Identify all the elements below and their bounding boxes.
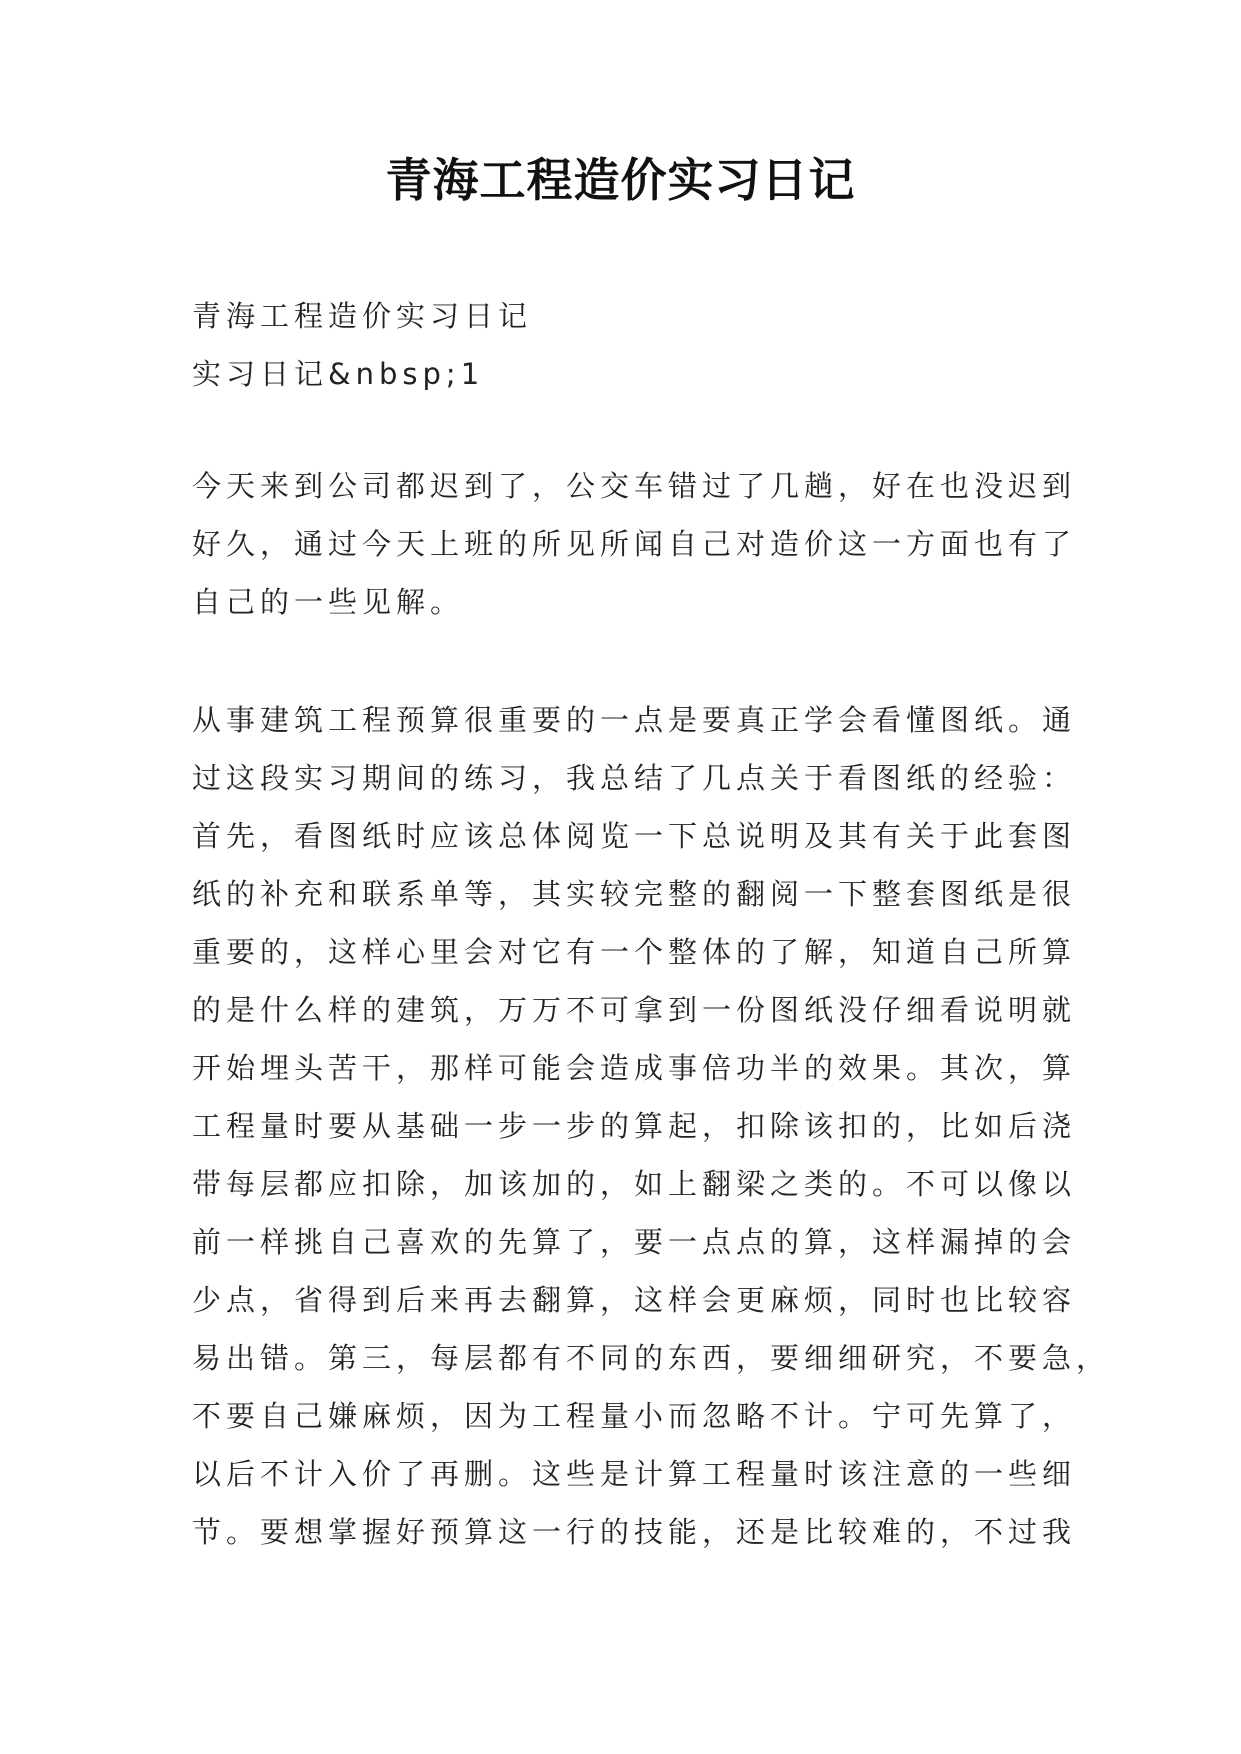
paragraph-line: 开始埋头苦干，那样可能会造成事倍功半的效果。其次，算 — [192, 1051, 1077, 1085]
paragraph-line: 少点，省得到后来再去翻算，这样会更麻烦，同时也比较容 — [192, 1283, 1077, 1317]
paragraph-line: 带每层都应扣除，加该加的，如上翻梁之类的。不可以像以 — [192, 1167, 1077, 1201]
paragraph-line: 从事建筑工程预算很重要的一点是要真正学会看懂图纸。通 — [192, 703, 1077, 737]
paragraph-line: 过这段实习期间的练习，我总结了几点关于看图纸的经验： — [192, 761, 1077, 795]
paragraph-line: 重要的，这样心里会对它有一个整体的了解，知道自己所算 — [192, 935, 1077, 969]
paragraph-line: 今天来到公司都迟到了，公交车错过了几趟，好在也没迟到 — [192, 469, 1077, 503]
diary-heading-line: 青海工程造价实习日记 — [192, 299, 533, 333]
diary-heading-block — [192, 287, 1072, 403]
paragraph-line: 的是什么样的建筑，万万不可拿到一份图纸没仔细看说明就 — [192, 993, 1077, 1027]
paragraph-line: 首先，看图纸时应该总体阅览一下总说明及其有关于此套图 — [192, 819, 1077, 853]
paragraph-line: 以后不计入价了再删。这些是计算工程量时该注意的一些细 — [192, 1457, 1077, 1491]
paragraph-2 — [192, 691, 1111, 1561]
paragraph-line: 节。要想掌握好预算这一行的技能，还是比较难的，不过我 — [192, 1515, 1077, 1549]
paragraph-line: 好久，通过今天上班的所见所闻自己对造价这一方面也有了 — [192, 527, 1077, 561]
document-title: 青海工程造价实习日记 — [385, 153, 856, 207]
paragraph-line: 易出错。第三，每层都有不同的东西，要细细研究，不要急， — [192, 1341, 1111, 1375]
paragraph-1 — [192, 457, 1077, 631]
diary-entry-label: 实习日记&nbsp;1 — [192, 357, 485, 391]
paragraph-line: 工程量时要从基础一步一步的算起，扣除该扣的，比如后浇 — [192, 1109, 1077, 1143]
paragraph-line: 纸的补充和联系单等，其实较完整的翻阅一下整套图纸是很 — [192, 877, 1077, 911]
paragraph-line: 自己的一些见解。 — [192, 585, 465, 619]
paragraph-line: 前一样挑自己喜欢的先算了，要一点点的算，这样漏掉的会 — [192, 1225, 1077, 1259]
paragraph-line: 不要自己嫌麻烦，因为工程量小而忽略不计。宁可先算了， — [192, 1399, 1077, 1433]
